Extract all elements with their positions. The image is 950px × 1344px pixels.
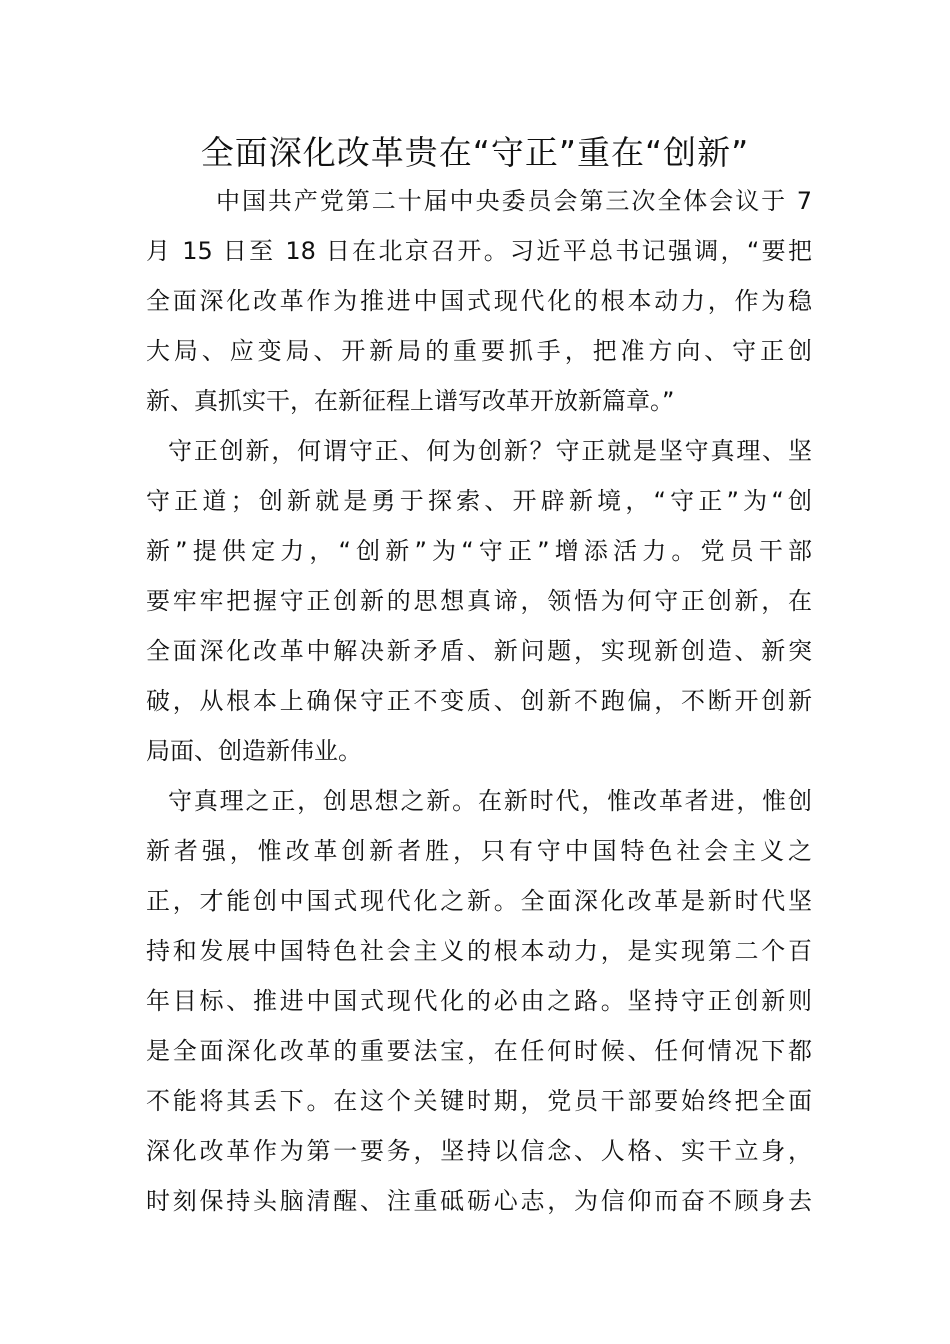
paragraph: [146, 776, 812, 1226]
document-body: [146, 176, 812, 1226]
paragraph-line: 局面、创造新伟业。: [146, 737, 362, 765]
paragraph-line: 月 15 日至 18 日在北京召开。习近平总书记强调，“要把: [146, 237, 812, 265]
paragraph-line: 新者强，惟改革创新者胜，只有守中国特色社会主义之: [146, 837, 812, 865]
paragraph-line: 要牢牢把握守正创新的思想真谛，领悟为何守正创新，在: [146, 587, 812, 615]
paragraph-line: 正，才能创中国式现代化之新。全面深化改革是新时代坚: [146, 887, 812, 915]
paragraph: [146, 176, 812, 426]
document-title: 全面深化改革贵在“守正”重在“创新”: [200, 133, 750, 172]
paragraph-line: 新、真抓实干，在新征程上谱写改革开放新篇章。”: [146, 387, 675, 415]
paragraph: [146, 426, 812, 776]
paragraph-line: 守真理之正，创思想之新。在新时代，惟改革者进，惟创: [168, 787, 812, 815]
paragraph-line: 大局、应变局、开新局的重要抓手，把准方向、守正创: [146, 337, 812, 365]
paragraph-line: 中国共产党第二十届中央委员会第三次全体会议于 7: [216, 187, 812, 215]
paragraph-line: 全面深化改革中解决新矛盾、新问题，实现新创造、新突: [146, 637, 812, 665]
paragraph-line: 守正道；创新就是勇于探索、开辟新境，“守正”为“创: [146, 487, 812, 515]
paragraph-line: 新”提供定力，“创新”为“守正”增添活力。党员干部: [146, 537, 812, 565]
paragraph-line: 持和发展中国特色社会主义的根本动力，是实现第二个百: [146, 937, 812, 965]
paragraph-line: 不能将其丢下。在这个关键时期，党员干部要始终把全面: [146, 1087, 812, 1115]
paragraph-line: 是全面深化改革的重要法宝，在任何时候、任何情况下都: [146, 1037, 812, 1065]
paragraph-line: 全面深化改革作为推进中国式现代化的根本动力，作为稳: [146, 287, 812, 315]
paragraph-line: 破，从根本上确保守正不变质、创新不跑偏，不断开创新: [146, 687, 812, 715]
paragraph-line: 守正创新，何谓守正、何为创新？守正就是坚守真理、坚: [168, 437, 812, 465]
paragraph-line: 深化改革作为第一要务，坚持以信念、人格、实干立身，: [146, 1137, 812, 1165]
paragraph-line: 年目标、推进中国式现代化的必由之路。坚持守正创新则: [146, 987, 812, 1015]
paragraph-line: 时刻保持头脑清醒、注重砥砺心志，为信仰而奋不顾身去: [146, 1187, 812, 1215]
